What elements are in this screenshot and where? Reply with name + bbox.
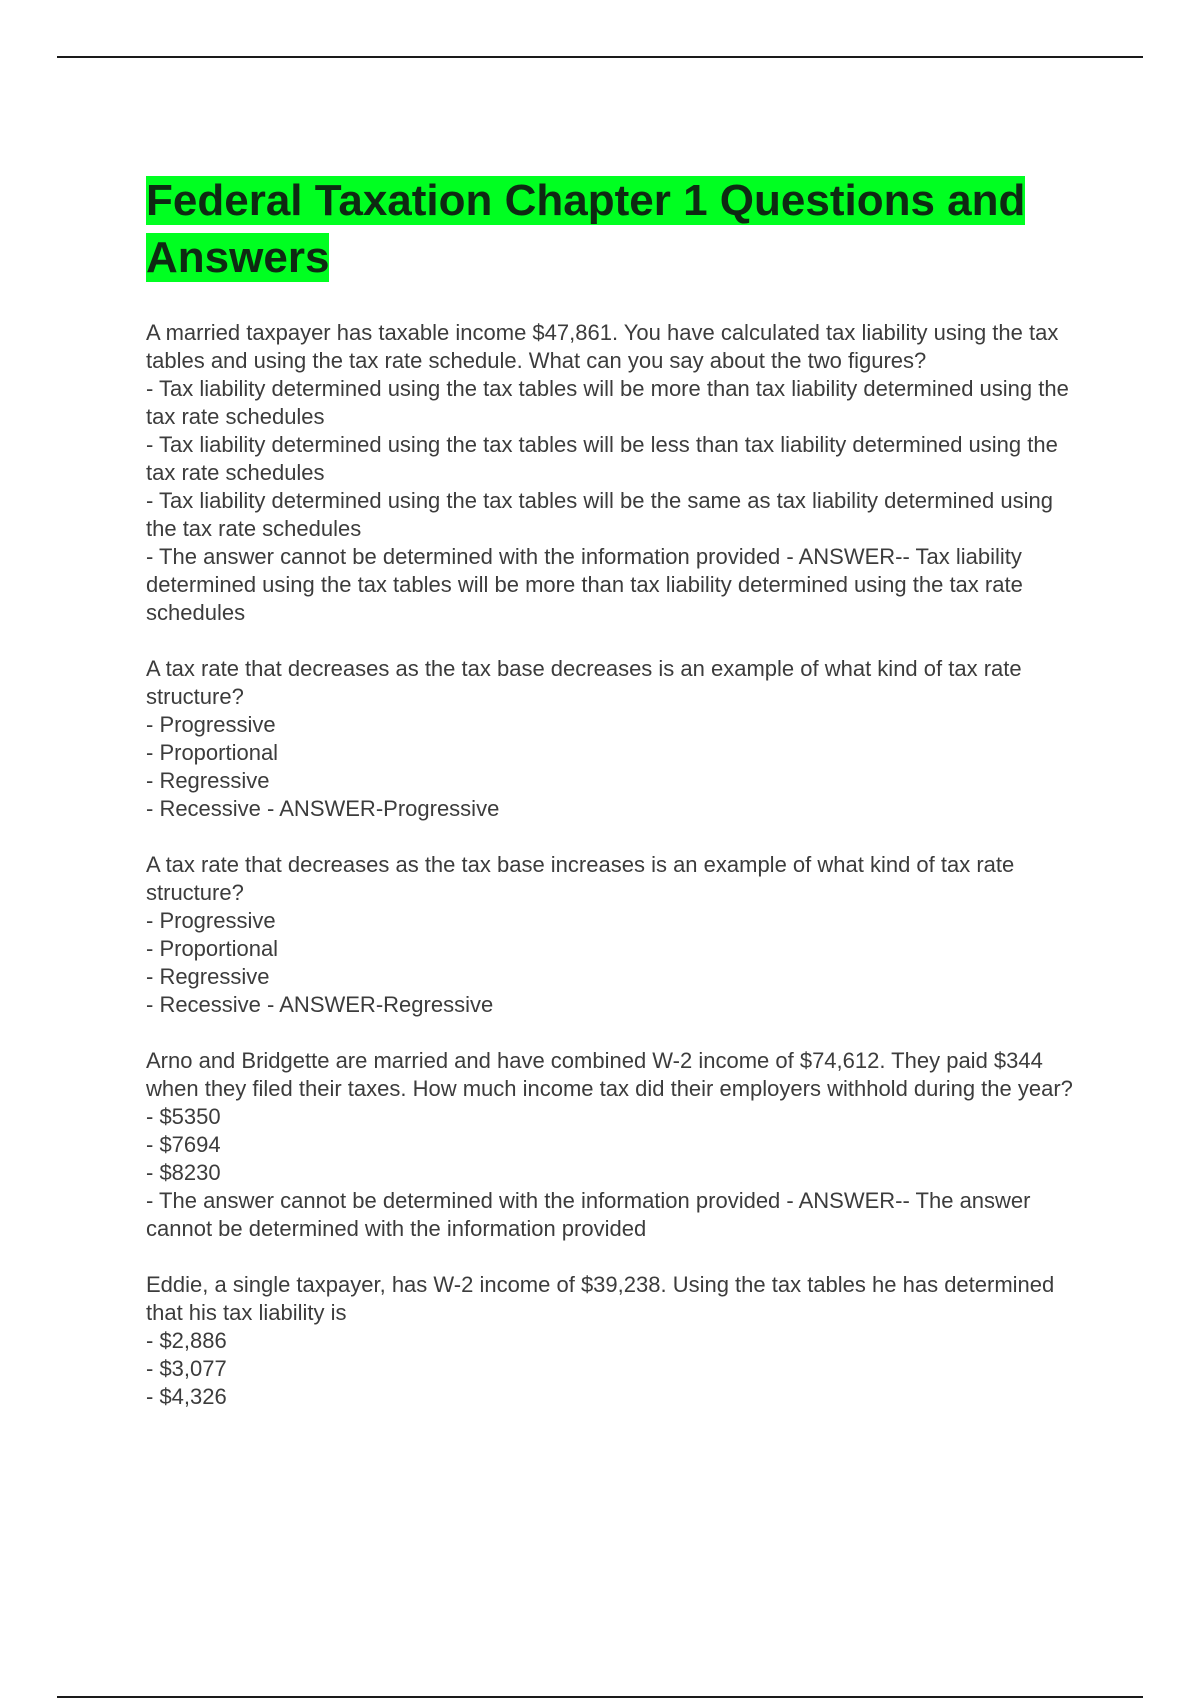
document-title	[146, 172, 1086, 286]
answer-option: - Tax liability determined using the tax tables will be the same as tax liability determined using the tax rate schedules	[146, 488, 1053, 541]
answer-option: - The answer cannot be determined with the information provided - ANSWER-- Tax liability determined using the tax tables will be more than tax liability determined using the tax rate schedules	[146, 544, 1023, 625]
answer-option: - Tax liability determined using the tax tables will be more than tax liability determined using the tax rate schedules	[146, 376, 1069, 429]
answer-option: - $5350	[146, 1104, 221, 1129]
question-block-2	[146, 655, 1086, 823]
question-text: A married taxpayer has taxable income $47,861. You have calculated tax liability using the tax tables and using the tax rate schedule. What can you say about the two figures?	[146, 320, 1059, 373]
answer-option: - $3,077	[146, 1356, 227, 1381]
question-text: A tax rate that decreases as the tax base decreases is an example of what kind of tax rate structure?	[146, 656, 1022, 709]
bottom-rule	[57, 1696, 1143, 1698]
question-block-1	[146, 319, 1086, 627]
question-text: Eddie, a single taxpayer, has W-2 income of $39,238. Using the tax tables he has determined that his tax liability is	[146, 1272, 1055, 1325]
answer-option: - Progressive	[146, 908, 276, 933]
answer-option: - Proportional	[146, 936, 279, 961]
document-page	[146, 172, 1086, 1439]
question-text: A tax rate that decreases as the tax base increases is an example of what kind of tax rate structure?	[146, 852, 1015, 905]
answer-option: - Progressive	[146, 712, 276, 737]
answer-option: - Regressive	[146, 964, 270, 989]
answer-option: - Proportional	[146, 740, 279, 765]
answer-option: - Tax liability determined using the tax tables will be less than tax liability determined using the tax rate schedules	[146, 432, 1058, 485]
question-block-4	[146, 1047, 1086, 1243]
answer-option: - Recessive - ANSWER-Progressive	[146, 796, 500, 821]
question-text: Arno and Bridgette are married and have combined W-2 income of $74,612. They paid $344 when they filed their taxes. How much income tax did their employers withhold during the year?	[146, 1048, 1073, 1101]
answer-option: - The answer cannot be determined with the information provided - ANSWER-- The answer cannot be determined with the information provided	[146, 1188, 1031, 1241]
top-rule	[57, 56, 1143, 58]
question-block-5	[146, 1271, 1086, 1411]
answer-option: - $4,326	[146, 1384, 227, 1409]
title-highlight: Federal Taxation Chapter 1 Questions and Answers	[146, 176, 1026, 282]
answer-option: - $7694	[146, 1132, 221, 1157]
question-list	[146, 319, 1086, 1411]
answer-option: - Recessive - ANSWER-Regressive	[146, 992, 494, 1017]
answer-option: - Regressive	[146, 768, 270, 793]
answer-option: - $2,886	[146, 1328, 227, 1353]
question-block-3	[146, 851, 1086, 1019]
answer-option: - $8230	[146, 1160, 221, 1185]
